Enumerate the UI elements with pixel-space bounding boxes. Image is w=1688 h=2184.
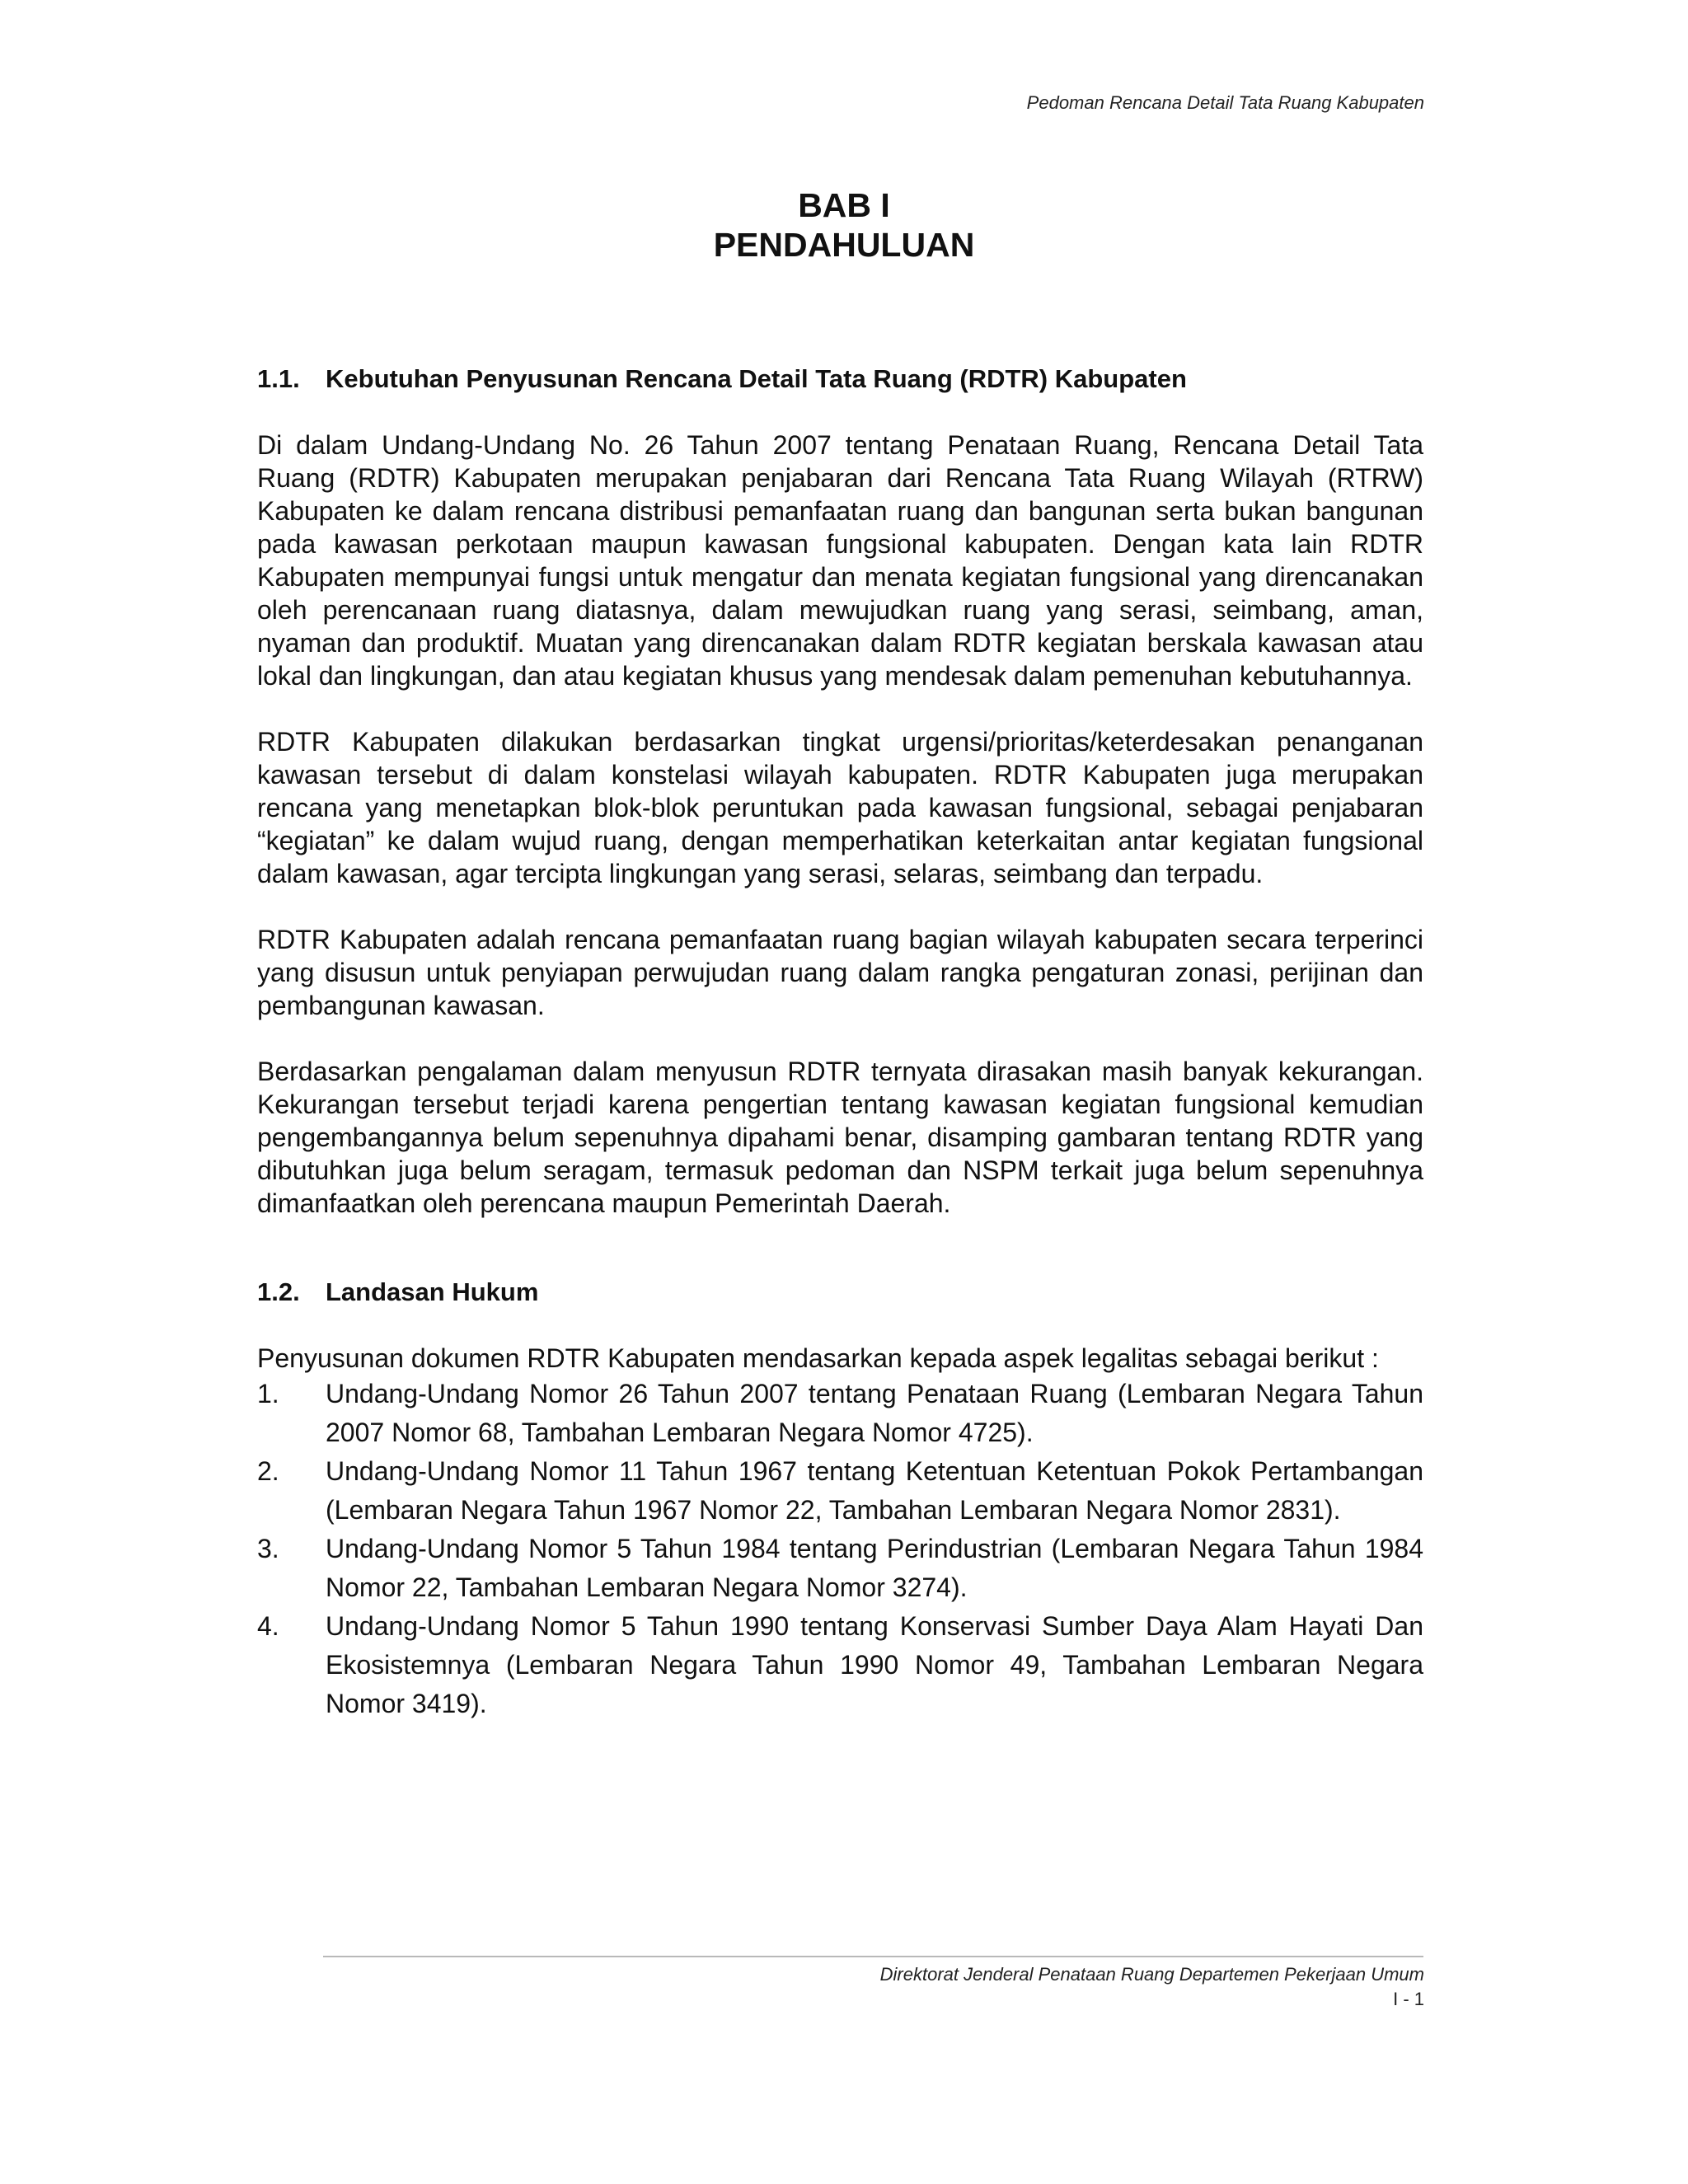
list-item <box>257 1607 1423 1723</box>
paragraph: Berdasarkan pengalaman dalam menyusun RDTR ternyata dirasakan masih banyak kekurangan. Kekurangan tersebut terjadi karena pengertian tentang kawasan kegiatan fungsional kemudian pengembangannya belum sepenuhnya dipahami benar, disamping gambaran tentang RDTR yang dibutuhkan juga belum seragam, termasuk pedoman dan NSPM terkait juga belum sepenuhnya dimanfaatkan oleh perencana maupun Pemerintah Daerah. <box>257 1057 1423 1218</box>
list-number: 1. <box>257 1379 279 1408</box>
running-header: Pedoman Rencana Detail Tata Ruang Kabupaten <box>1026 92 1424 113</box>
list-number: 4. <box>257 1611 279 1641</box>
list-text: Undang-Undang Nomor 5 Tahun 1984 tentang Perindustrian (Lembaran Negara Tahun 1984 Nomor 22, Tambahan Lembaran Negara Nomor 3274). <box>326 1534 1423 1602</box>
paragraph: Di dalam Undang-Undang No. 26 Tahun 2007 tentang Penataan Ruang, Rencana Detail Tata Ruang (RDTR) Kabupaten merupakan penjabaran dari Rencana Tata Ruang Wilayah (RTRW) Kabupaten ke dalam rencana distribusi pemanfaatan ruang dan bangunan serta bukan bangunan pada kawasan perkotaan maupun kawasan fungsional kabupaten. Dengan kata lain RDTR Kabupaten mempunyai fungsi untuk mengatur dan menata kegiatan fungsional yang direncanakan oleh perencanaan ruang diatasnya, dalam mewujudkan ruang yang serasi, seimbang, aman, nyaman dan produktif. Muatan yang direncanakan dalam RDTR kegiatan berskala kawasan atau lokal dan lingkungan, dan atau kegiatan khusus yang mendesak dalam pemenuhan kebutuhannya. <box>257 430 1423 691</box>
paragraph: RDTR Kabupaten dilakukan berdasarkan tingkat urgensi/prioritas/keterdesakan penanganan kawasan tersebut di dalam konstelasi wilayah kabupaten. RDTR Kabupaten juga merupakan rencana yang menetapkan blok-blok peruntukan pada kawasan fungsional, sebagai penjabaran “kegiatan” ke dalam wujud ruang, dengan memperhatikan keterkaitan antar kegiatan fungsional dalam kawasan, agar tercipta lingkungan yang serasi, selaras, seimbang dan terpadu. <box>257 727 1423 888</box>
document-body <box>257 363 1423 1723</box>
section-number: 1.1. <box>257 364 300 393</box>
list-number: 3. <box>257 1534 279 1563</box>
list-text: Undang-Undang Nomor 11 Tahun 1967 tentang Ketentuan Ketentuan Pokok Pertambangan (Lembaran Negara Tahun 1967 Nomor 22, Tambahan Lembaran Negara Nomor 2831). <box>326 1456 1423 1525</box>
footer-institution: Direktorat Jenderal Penataan Ruang Departemen Pekerjaan Umum <box>879 1964 1424 1985</box>
paragraph: RDTR Kabupaten adalah rencana pemanfaatan ruang bagian wilayah kabupaten secara terperinci yang disusun untuk penyiapan perwujudan ruang dalam rangka pengaturan zonasi, perijinan dan pembangunan kawasan. <box>257 925 1423 1020</box>
list-number: 2. <box>257 1456 279 1486</box>
list-item <box>257 1375 1423 1452</box>
legal-basis-list <box>257 1375 1423 1723</box>
list-item <box>257 1530 1423 1607</box>
section-title: Landasan Hukum <box>326 1277 539 1306</box>
list-intro: Penyusunan dokumen RDTR Kabupaten mendasarkan kepada aspek legalitas sebagai berikut : <box>257 1343 1379 1373</box>
section-title: Kebutuhan Penyusunan Rencana Detail Tata Ruang (RDTR) Kabupaten <box>326 364 1187 393</box>
section-heading-1-2 <box>257 1276 1423 1309</box>
chapter-label: BAB I <box>798 186 890 224</box>
list-text: Undang-Undang Nomor 5 Tahun 1990 tentang Konservasi Sumber Daya Alam Hayati Dan Ekosistemnya (Lembaran Negara Tahun 1990 Nomor 49, Tambahan Lembaran Negara Nomor 3419). <box>326 1611 1423 1718</box>
list-text: Undang-Undang Nomor 26 Tahun 2007 tentang Penataan Ruang (Lembaran Negara Tahun 2007 Nomor 68, Tambahan Lembaran Negara Nomor 4725). <box>326 1379 1423 1447</box>
page-number: I - 1 <box>1393 1989 1424 2009</box>
chapter-heading <box>0 185 1688 265</box>
footer-divider <box>323 1956 1423 1957</box>
list-item <box>257 1452 1423 1530</box>
section-number: 1.2. <box>257 1277 300 1306</box>
section-heading-1-1 <box>257 363 1423 396</box>
chapter-title: PENDAHULUAN <box>713 226 975 264</box>
